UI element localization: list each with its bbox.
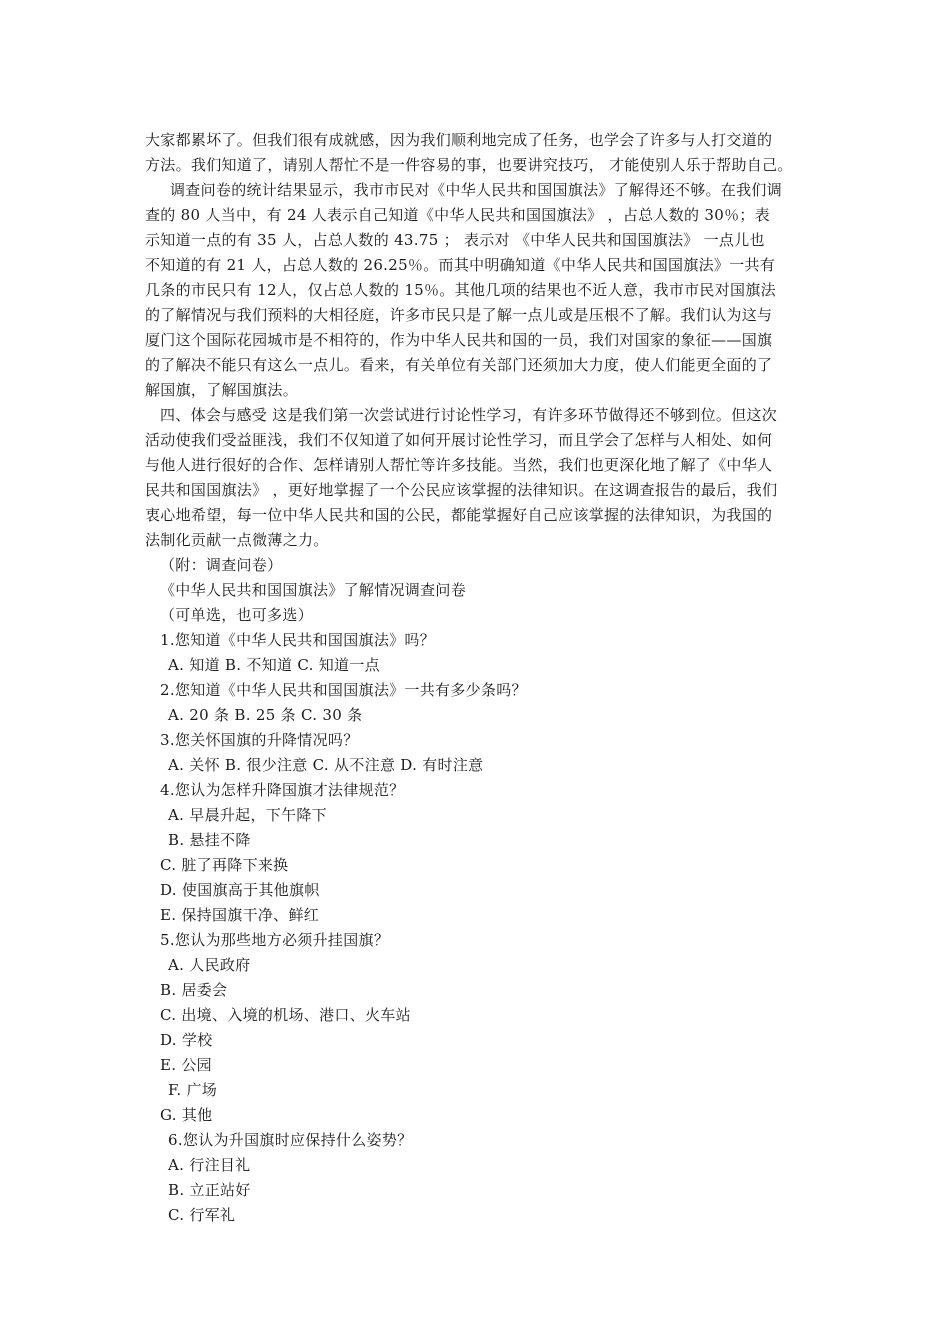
question-2-options: A. 20 条 B. 25 条 C. 30 条: [168, 706, 363, 724]
question-6-option-c: C. 行军礼: [168, 1206, 236, 1224]
question-4-option-a: A. 早晨升起，下午降下: [168, 806, 327, 824]
paragraph-2-line-8: 的了解决不能只有这么一点儿。看来，有关单位有关部门还须加大力度，使人们能更全面的了: [145, 356, 773, 374]
paragraph-2-line-6: 的了解情况与我们预料的大相径庭，许多市民只是了解一点儿或是压根不了解。我们认为这与: [145, 306, 773, 324]
question-4-option-d: D. 使国旗高于其他旗帜: [160, 881, 320, 899]
question-5-option-g: G. 其他: [160, 1106, 213, 1124]
question-4-option-c: C. 脏了再降下来换: [160, 856, 289, 874]
question-4-option-e: E. 保持国旗干净、鲜红: [160, 906, 320, 924]
question-6: 6.您认为升国旗时应保持什么姿势？: [168, 1131, 413, 1149]
question-5-option-f: F. 广场: [168, 1081, 218, 1099]
question-6-option-b: B. 立正站好: [168, 1181, 251, 1199]
question-4-option-b: B. 悬挂不降: [168, 831, 251, 849]
question-5-option-c: C. 出境、入境的机场、港口、火车站: [160, 1006, 411, 1024]
paragraph-2-line-1: 调查问卷的统计结果显示，我市市民对《中华人民共和国国旗法》了解得还不够。在我们调: [170, 181, 783, 199]
question-2: 2.您知道《中华人民共和国国旗法》一共有多少条吗？: [160, 681, 527, 699]
paragraph-3-line-4: 民共和国国旗法》 ，更好地掌握了一个公民应该掌握的法律知识。在这调查报告的最后，我们: [145, 481, 778, 499]
question-4: 4.您认为怎样升降国旗才法律规范？: [160, 781, 405, 799]
questionnaire-title: 《中华人民共和国国旗法》了解情况调查问卷: [160, 581, 467, 599]
paragraph-2-line-7: 厦门这个国际花园城市是不相符的，作为中华人民共和国的一员，我们对国家的象征——国旗: [145, 331, 773, 349]
paragraph-2-line-2: 查的 80 人当中，有 24 人表示自己知道《中华人民共和国国旗法》 ，占总人数的 30％；表: [145, 206, 770, 224]
question-1: 1.您知道《中华人民共和国国旗法》吗？: [160, 631, 436, 649]
paragraph-1-line-2: 方法。我们知道了，请别人帮忙不是一件容易的事，也要讲究技巧， 才能使别人乐于帮助自己。: [145, 156, 793, 174]
question-5-option-a: A. 人民政府: [168, 956, 251, 974]
question-5-option-e: E. 公园: [160, 1056, 212, 1074]
question-1-options: A. 知道 B. 不知道 C. 知道一点: [168, 656, 380, 674]
question-5: 5.您认为那些地方必须升挂国旗？: [160, 931, 390, 949]
question-3: 3.您关怀国旗的升降情况吗？: [160, 731, 359, 749]
paragraph-3-line-2: 活动使我们受益匪浅，我们不仅知道了如何开展讨论性学习，而且学会了怎样与人相处、如何: [145, 431, 773, 449]
appendix-note: （附：调查问卷）: [160, 556, 283, 574]
question-3-options: A. 关怀 B. 很少注意 C. 从不注意 D. 有时注意: [168, 756, 484, 774]
paragraph-3-line-3: 与他人进行很好的合作、怎样请别人帮忙等许多技能。当然，我们也更深化地了解了《中华人: [145, 456, 773, 474]
paragraph-2-line-3: 示知道一点的有 35 人，占总人数的 43.75 ； 表示对 《中华人民共和国国旗法》 一点儿也: [145, 231, 765, 249]
paragraph-3-line-1: 四、体会与感受 这是我们第一次尝试进行讨论性学习，有许多环节做得还不够到位。但这次: [160, 406, 778, 424]
question-6-option-a: A. 行注目礼: [168, 1156, 251, 1174]
paragraph-2-line-5: 几条的市民只有 12人，仅占总人数的 15％。其他几项的结果也不近人意，我市市民对国旗法: [145, 281, 776, 299]
question-5-option-b: B. 居委会: [160, 981, 228, 999]
paragraph-3-line-6: 法制化贡献一点微薄之力。: [145, 531, 329, 549]
paragraph-1-line-1: 大家都累坏了。但我们很有成就感，因为我们顺利地完成了任务，也学会了许多与人打交道的: [145, 131, 773, 149]
paragraph-3-line-5: 衷心地希望，每一位中华人民共和国的公民，都能掌握好自己应该掌握的法律知识，为我国的: [145, 506, 773, 524]
question-5-option-d: D. 学校: [160, 1031, 213, 1049]
paragraph-2-line-9: 解国旗，了解国旗法。: [145, 381, 299, 399]
paragraph-2-line-4: 不知道的有 21 人，占总人数的 26.25％。而其中明确知道《中华人民共和国国旗法》一共有: [145, 256, 776, 274]
questionnaire-instruction: （可单选，也可多选）: [160, 606, 314, 624]
